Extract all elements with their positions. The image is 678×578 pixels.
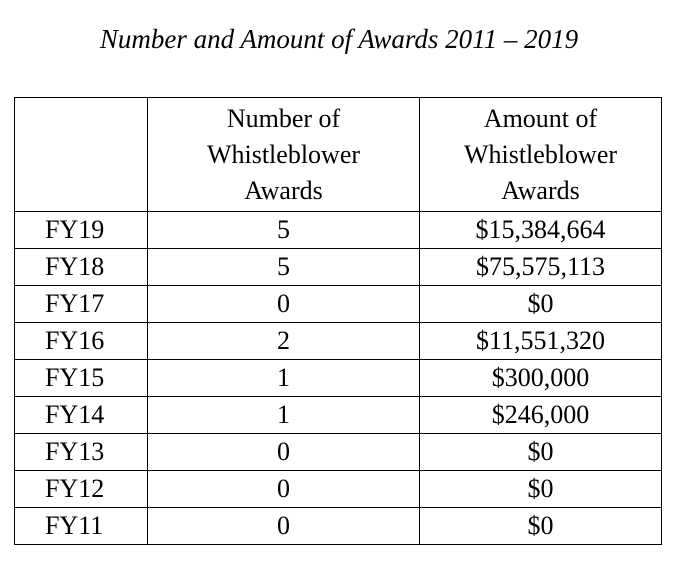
- fiscal-year-cell: FY15: [15, 360, 148, 397]
- table-row: [15, 212, 662, 249]
- table-title: Number and Amount of Awards 2011 – 2019: [99, 24, 579, 54]
- fiscal-year-cell: FY19: [15, 212, 148, 249]
- table-row: [15, 508, 662, 545]
- award-amount-cell: $0: [420, 508, 662, 545]
- award-amount-cell: $0: [420, 286, 662, 323]
- header-number-line-3: Awards: [244, 175, 323, 205]
- header-cell-amount: [420, 98, 662, 212]
- header-amount-line-3: Awards: [501, 175, 580, 205]
- award-count-cell: 0: [148, 286, 420, 323]
- fiscal-year-cell: FY13: [15, 434, 148, 471]
- table-row: [15, 471, 662, 508]
- fiscal-year-cell: FY12: [15, 471, 148, 508]
- fiscal-year-cell: FY18: [15, 249, 148, 286]
- award-amount-cell: $0: [420, 434, 662, 471]
- header-row: [15, 98, 662, 212]
- award-count-cell: 2: [148, 323, 420, 360]
- awards-table: [14, 97, 662, 545]
- award-amount-cell: $75,575,113: [420, 249, 662, 286]
- table-row: [15, 249, 662, 286]
- award-count-cell: 0: [148, 434, 420, 471]
- award-amount-cell: $11,551,320: [420, 323, 662, 360]
- header-amount-line-1: Amount of: [483, 103, 598, 133]
- table-row: [15, 360, 662, 397]
- award-amount-cell: $300,000: [420, 360, 662, 397]
- award-count-cell: 0: [148, 471, 420, 508]
- award-count-cell: 1: [148, 360, 420, 397]
- award-count-cell: 5: [148, 249, 420, 286]
- table-row: [15, 397, 662, 434]
- header-number-line-2: Whistleblower: [206, 139, 361, 169]
- award-count-cell: 1: [148, 397, 420, 434]
- header-cell-number: [148, 98, 420, 212]
- fiscal-year-cell: FY14: [15, 397, 148, 434]
- award-amount-cell: $246,000: [420, 397, 662, 434]
- award-count-cell: 5: [148, 212, 420, 249]
- header-number-line-1: Number of: [226, 103, 341, 133]
- fiscal-year-cell: FY16: [15, 323, 148, 360]
- table-row: [15, 286, 662, 323]
- table-row: [15, 323, 662, 360]
- table-row: [15, 434, 662, 471]
- award-amount-cell: $0: [420, 471, 662, 508]
- award-amount-cell: $15,384,664: [420, 212, 662, 249]
- header-amount-line-2: Whistleblower: [463, 139, 618, 169]
- award-count-cell: 0: [148, 508, 420, 545]
- fiscal-year-cell: FY11: [15, 508, 148, 545]
- fiscal-year-cell: FY17: [15, 286, 148, 323]
- header-cell-blank: [15, 98, 148, 212]
